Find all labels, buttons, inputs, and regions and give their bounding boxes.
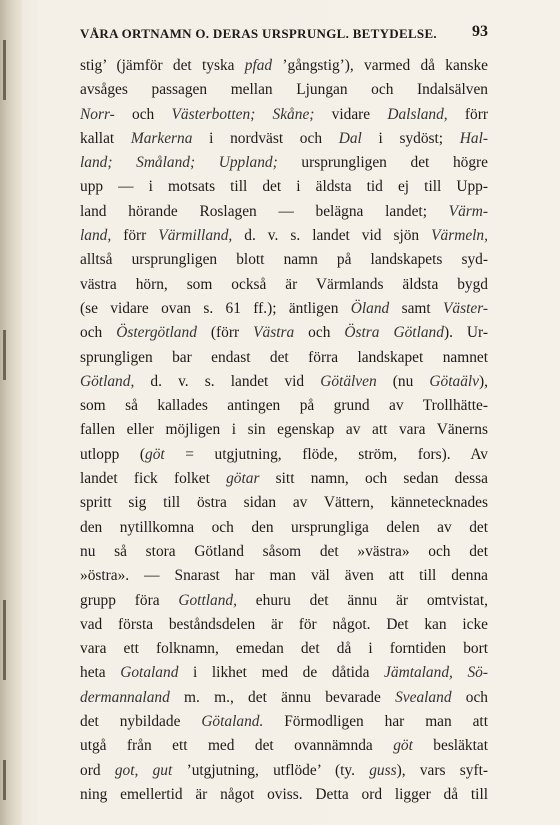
- text-run: nu så stora Götland såsom det »västra» och det: [80, 542, 488, 560]
- page-number: 93: [472, 23, 488, 40]
- text-line: [80, 297, 488, 321]
- text-run: alltså ursprungligen blott namn på landskapets syd-: [80, 251, 488, 269]
- italic-term: Värm-: [448, 202, 488, 220]
- text-run: land hörande Roslagen — belägna landet;: [80, 202, 449, 220]
- text-run: och: [451, 688, 488, 706]
- text-run: det nybildade: [80, 713, 202, 731]
- italic-term: land,: [80, 227, 112, 245]
- italic-term: Öland: [350, 299, 390, 317]
- text-line: [80, 346, 488, 370]
- italic-term: Götaland.: [201, 713, 264, 731]
- text-run: och: [80, 324, 117, 342]
- text-line: [80, 540, 488, 564]
- text-line: [80, 78, 488, 102]
- italic-term: Östra Götland: [344, 324, 444, 342]
- text-line: [80, 491, 488, 515]
- text-line: [80, 394, 488, 418]
- italic-term: Svealand: [395, 688, 452, 706]
- text-run: den nytillkomna och den ursprungliga delen av det: [80, 518, 488, 536]
- italic-term: Värmilland,: [158, 227, 233, 245]
- text-line: [80, 443, 488, 467]
- gutter-shadow: [3, 760, 6, 800]
- text-run: Förmodligen har man att: [263, 713, 488, 731]
- text-run: vara ett folknamn, emedan det då i forntiden bort: [80, 640, 488, 658]
- text-run: landet fick folket: [80, 470, 227, 488]
- running-header: VÅRA ORTNAMN O. DERAS URSPRUNGL. BETYDELSE.: [80, 26, 437, 41]
- italic-term: Gottland,: [178, 591, 237, 609]
- gutter-shadow: [3, 40, 6, 100]
- italic-term: guss: [369, 761, 397, 779]
- text-run: spritt sig till östra sidan av Vättern, kännetecknades: [80, 494, 488, 512]
- text-run: kallat: [80, 129, 131, 147]
- text-run: och: [294, 324, 345, 342]
- text-run: avsåges passagen mellan Ljungan och Indalsälven: [80, 81, 488, 99]
- text-line: [80, 589, 488, 613]
- italic-term: Götaälv: [429, 372, 480, 390]
- text-run: (förr: [196, 324, 254, 342]
- text-line: [80, 248, 488, 272]
- text-run: (nu: [376, 372, 430, 390]
- gutter-shadow: [3, 330, 6, 380]
- text-run: utgå från ett med det ovannämnda: [80, 737, 394, 755]
- text-run: fallen eller möjligen i sin egenskap av att vara Vänerns: [80, 421, 488, 439]
- text-run: ning emellertid är något oviss. Detta ord ligger då till: [80, 785, 488, 803]
- text-line: [80, 759, 488, 783]
- text-run: västra hörn, som också är Värmlands äldsta bygd: [80, 275, 488, 293]
- text-line: [80, 734, 488, 758]
- italic-term: Värmeln,: [431, 227, 488, 245]
- text-run: m. m., det ännu bevarade: [169, 688, 396, 706]
- body-text: [80, 54, 488, 807]
- italic-term: göt: [393, 737, 413, 755]
- italic-term: göt: [145, 445, 165, 463]
- text-run: sprungligen bar endast det förra landskapet namnet: [80, 348, 488, 366]
- italic-term: land; Småland; Uppland;: [80, 154, 278, 172]
- page-gutter: [0, 0, 22, 825]
- text-line: [80, 200, 488, 224]
- text-line: [80, 54, 488, 78]
- text-run: i nordväst och: [192, 129, 339, 147]
- gutter-shadow: [3, 600, 6, 680]
- italic-term: Norr-: [80, 105, 115, 123]
- text-run: »östra». — Snarast har man väl även att till denna: [80, 567, 488, 585]
- italic-term: dermannaland: [80, 688, 170, 706]
- italic-term: Markerna: [130, 129, 193, 147]
- italic-term: Götland,: [80, 372, 135, 390]
- text-run: stig’ (jämför det tyska: [80, 57, 245, 74]
- text-run: vidare: [314, 105, 388, 123]
- text-line: [80, 127, 488, 151]
- text-run: ’utgjutning, utflöde’ (ty.: [172, 761, 370, 779]
- text-run: förr: [447, 105, 488, 123]
- text-run: i sydöst;: [361, 129, 460, 147]
- text-run: och: [114, 105, 172, 123]
- text-run: sitt namn, och sedan dessa: [259, 470, 488, 488]
- text-line: [80, 564, 488, 588]
- text-line: [80, 418, 488, 442]
- text-line: [80, 637, 488, 661]
- text-line: [80, 613, 488, 637]
- text-run: utlopp (: [80, 445, 146, 463]
- text-run: som så kallades antingen på grund av Trollhätte-: [80, 397, 488, 415]
- text-run: d. v. s. landet vid: [134, 372, 321, 390]
- italic-term: Västra: [253, 324, 295, 342]
- text-line: [80, 686, 488, 710]
- italic-term: Götälven: [320, 372, 377, 390]
- text-line: [80, 661, 488, 685]
- text-line: [80, 151, 488, 175]
- text-run: ). Ur-: [443, 324, 488, 342]
- text-line: [80, 467, 488, 491]
- text-run: heta: [80, 664, 121, 682]
- text-run: = utgjutning, flöde, ström, fors). Av: [164, 445, 488, 463]
- italic-term: got, gut: [114, 761, 173, 779]
- italic-term: Östergötland: [116, 324, 197, 342]
- italic-term: Dal: [338, 129, 362, 147]
- text-line: [80, 783, 488, 807]
- text-run: upp — i motsats till det i äldsta tid ej till Upp-: [80, 178, 488, 196]
- text-run: (se vidare ovan s. 61 ff.); äntligen: [80, 299, 351, 317]
- text-run: vad första beståndsdelen är för något. Det kan icke: [80, 615, 488, 633]
- text-line: [80, 710, 488, 734]
- text-run: samt: [389, 299, 444, 317]
- text-run: ),: [479, 372, 488, 390]
- text-run: i likhet med de dåtida: [178, 664, 385, 682]
- italic-term: Jämtaland, Sö-: [384, 664, 488, 682]
- italic-term: Gotaland: [120, 664, 179, 682]
- italic-term: Dalsland,: [387, 105, 448, 123]
- text-line: [80, 321, 488, 345]
- text-run: ), vars syft-: [396, 761, 488, 779]
- text-run: d. v. s. landet vid sjön: [232, 227, 432, 245]
- text-line: [80, 370, 488, 394]
- text-line: [80, 273, 488, 297]
- italic-term: götar: [226, 470, 260, 488]
- italic-term: Väster-: [443, 299, 489, 317]
- text-line: [80, 224, 488, 248]
- text-run: ehuru det ännu är omtvistat,: [236, 591, 488, 609]
- text-run: besläktat: [412, 737, 488, 755]
- italic-term: pfad: [244, 57, 273, 74]
- text-line: [80, 103, 488, 127]
- text-run: förr: [111, 227, 159, 245]
- text-line: [80, 516, 488, 540]
- text-run: ord: [80, 761, 115, 779]
- text-run: ’gångstig’), varmed då kanske: [272, 57, 488, 74]
- text-run: ursprungligen det högre: [277, 154, 488, 172]
- text-run: grupp föra: [80, 591, 179, 609]
- italic-term: Västerbotten; Skåne;: [171, 105, 315, 123]
- italic-term: Hal-: [459, 129, 488, 147]
- text-line: [80, 175, 488, 199]
